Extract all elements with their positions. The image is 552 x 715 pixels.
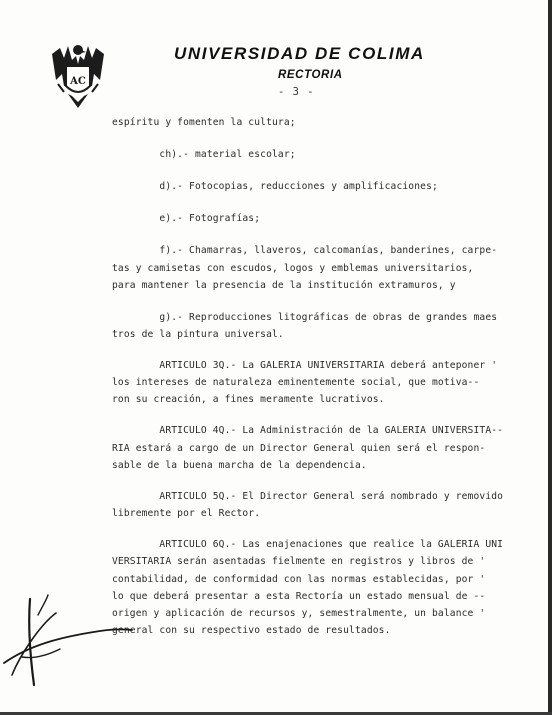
text-line: tas y camisetas con escudos, logos y emblemas universitarios, <box>112 263 474 274</box>
text-line: VERSITARIA serán asentadas fielmente en registros y libros de ' <box>112 556 486 567</box>
text-line: ARTICULO 6Q.- Las enajenaciones que realice la GALERIA UNI <box>112 539 504 550</box>
text-line: ch).- material escolar; <box>112 149 296 160</box>
text-line: RIA estará a cargo de un Director General quien será el respon- <box>112 443 486 454</box>
text-line: f).- Chamarras, llaveros, calcomanías, banderines, carpe- <box>112 245 498 256</box>
text-line: lo que deberá presentar a esta Rectoría un estado mensual de -- <box>112 591 486 602</box>
text-line: contabilidad, de conformidad con las normas establecidas, por ' <box>112 574 486 585</box>
text-line: g).- Reproducciones litográficas de obras de grandes maes <box>112 312 498 323</box>
text-line: tros de la pintura universal. <box>112 329 284 340</box>
university-name: UNIVERSIDAD DE COLIMA <box>174 44 425 63</box>
text-line: para mantener la presencia de la institución extramuros, y <box>112 280 456 291</box>
text-line: d).- Fotocopias, reducciones y amplificaciones; <box>112 181 438 192</box>
text-line: ARTICULO 3Q.- La GALERIA UNIVERSITARIA deberá anteponer ' <box>112 360 498 371</box>
university-crest-eagle-icon <box>50 40 106 110</box>
text-line: general con su respectivo estado de resultados. <box>112 625 391 636</box>
text-line: espíritu y fomenten la cultura; <box>112 117 296 128</box>
text-line: origen y aplicación de recursos y, semestralmente, un balance ' <box>112 608 486 619</box>
text-line: ron su creación, a fines meramente lucrativos. <box>112 394 385 405</box>
office-name: RECTORIA <box>278 69 343 81</box>
handwritten-signature-icon <box>0 585 140 695</box>
text-line: los intereses de naturaleza eminentemente social, que motiva-- <box>112 377 480 388</box>
page-number: - 3 - <box>278 86 315 98</box>
text-line: sable de la buena marcha de la dependencia. <box>112 460 367 471</box>
text-line: e).- Fotografías; <box>112 213 261 224</box>
svg-text:AC: AC <box>70 76 86 87</box>
text-line: libremente por el Rector. <box>112 508 261 519</box>
scan-edge <box>548 0 552 715</box>
text-line: ARTICULO 4Q.- La Administración de la GALERIA UNIVERSITA-- <box>112 425 504 436</box>
text-line: ARTICULO 5Q.- El Director General será nombrado y removido <box>112 491 504 502</box>
